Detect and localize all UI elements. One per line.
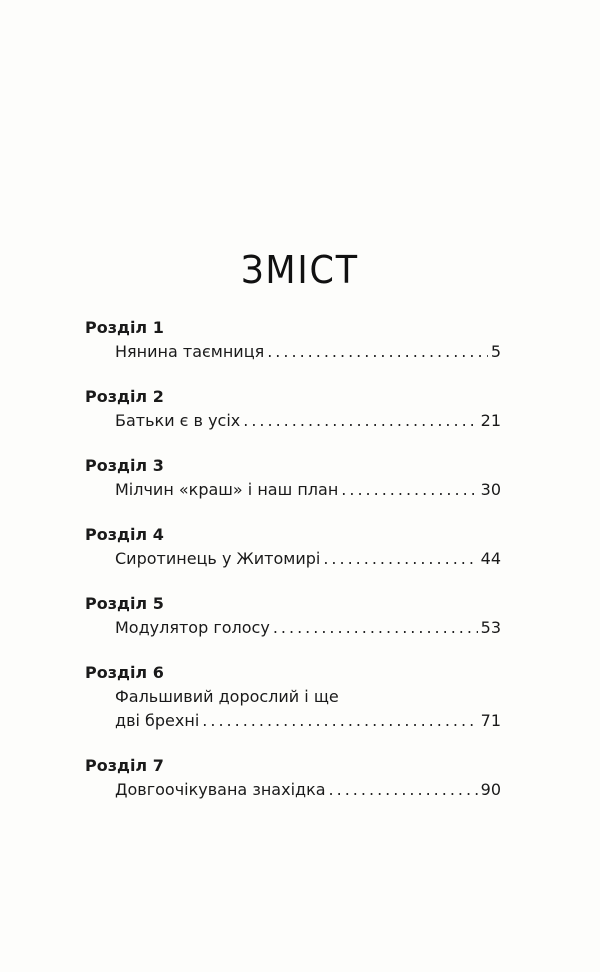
dot-leader xyxy=(273,616,478,640)
chapter-entry[interactable] xyxy=(85,778,501,802)
chapter-title: дві брехні xyxy=(115,711,200,730)
chapter-entry[interactable] xyxy=(85,547,501,571)
dot-leader xyxy=(243,409,477,433)
chapter-label: Розділ 7 xyxy=(85,756,164,775)
dot-leader xyxy=(341,478,477,502)
chapter-entry[interactable] xyxy=(85,409,501,433)
toc-chapter-7 xyxy=(85,754,501,802)
page-number: 53 xyxy=(480,618,501,637)
chapter-entry[interactable] xyxy=(85,340,501,364)
chapter-title: Модулятор голосу xyxy=(115,618,270,637)
dot-leader xyxy=(329,778,478,802)
dot-leader xyxy=(202,709,477,733)
chapter-title-line: Фальшивий дорослий і ще xyxy=(115,687,339,706)
toc-chapter-6 xyxy=(85,661,501,733)
chapter-title: Мілчин «краш» і наш план xyxy=(115,480,339,499)
page-number: 30 xyxy=(480,480,501,499)
chapter-label: Розділ 3 xyxy=(85,456,164,475)
chapter-label: Розділ 2 xyxy=(85,387,164,406)
page-number: 71 xyxy=(480,711,501,730)
page-title: ЗМІСТ xyxy=(241,248,359,292)
chapter-title: Довгоочікувана знахідка xyxy=(115,780,326,799)
dot-leader xyxy=(267,340,488,364)
toc-chapter-5 xyxy=(85,592,501,640)
chapter-label: Розділ 6 xyxy=(85,663,164,682)
toc-chapter-4 xyxy=(85,523,501,571)
toc-chapter-2 xyxy=(85,385,501,433)
chapter-title: Сиротинець у Житомирі xyxy=(115,549,321,568)
chapter-entry[interactable] xyxy=(85,616,501,640)
chapter-label: Розділ 1 xyxy=(85,318,164,337)
toc-chapter-1 xyxy=(85,316,501,364)
page-number: 90 xyxy=(480,780,501,799)
chapter-label: Розділ 5 xyxy=(85,594,164,613)
page-number: 44 xyxy=(480,549,501,568)
chapter-title: Нянина таємниця xyxy=(115,342,265,361)
page-number: 5 xyxy=(490,342,501,361)
page-number: 21 xyxy=(480,411,501,430)
chapter-entry[interactable] xyxy=(85,478,501,502)
table-of-contents xyxy=(85,316,501,823)
chapter-entry[interactable] xyxy=(85,685,501,733)
toc-chapter-3 xyxy=(85,454,501,502)
chapter-title: Батьки є в усіх xyxy=(115,411,241,430)
dot-leader xyxy=(323,547,477,571)
chapter-label: Розділ 4 xyxy=(85,525,164,544)
